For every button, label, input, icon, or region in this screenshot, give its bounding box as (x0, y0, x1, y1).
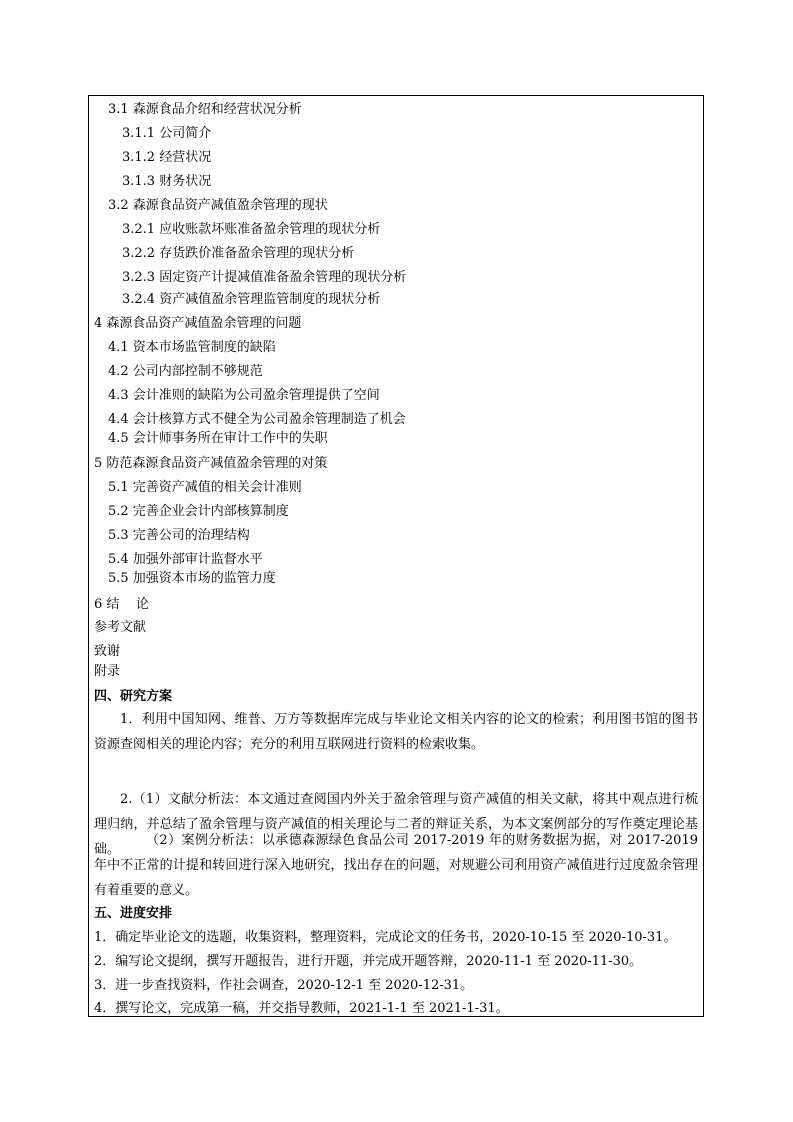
toc-4-1: 4.1 资本市场监管制度的缺陷 (108, 340, 276, 355)
toc-4-3: 4.3 会计准则的缺陷为公司盈余管理提供了空间 (108, 388, 380, 403)
schedule-heading: 五、进度安排 (94, 906, 173, 921)
toc-acknowledgements: 致谢 (94, 644, 121, 659)
toc-3-2-4: 3.2.4 资产减值盈余管理监管制度的现状分析 (122, 292, 381, 307)
research-plan-paragraph-3: （2）案例分析法：以承德森源绿色食品公司 2017-2019 年的财务数据为据，对 2017-2019 年中不正常的计提和转回进行深入地研究，找出存在的问题，对规避公司利用资产减值进行过度盈余管理有着重要的意义。 (94, 833, 698, 898)
toc-6-conclusion: 6 结 论 (94, 597, 149, 612)
schedule-item-4: 4．撰写论文，完成第一稿，并交指导教师，2021-1-1 至 2021-1-31。 (94, 1001, 509, 1016)
toc-3-2-2: 3.2.2 存货跌价准备盈余管理的现状分析 (122, 246, 355, 261)
toc-references: 参考文献 (94, 620, 147, 635)
toc-4-2: 4.2 公司内部控制不够规范 (108, 364, 263, 379)
toc-5-3: 5.3 完善公司的治理结构 (108, 528, 250, 543)
schedule-item-3: 3．进一步查找资料，作社会调查，2020-12-1 至 2020-12-31。 (94, 978, 474, 993)
toc-3-2-3: 3.2.3 固定资产计提减值准备盈余管理的现状分析 (122, 270, 407, 285)
toc-4-5: 4.5 会计师事务所在审计工作中的失职 (108, 431, 328, 446)
toc-3-2: 3.2 森源食品资产减值盈余管理的现状 (108, 198, 328, 213)
research-plan-heading: 四、研究方案 (94, 689, 173, 704)
research-plan-paragraph-1: 1．利用中国知网、维普、万方等数据库完成与毕业论文相关内容的论文的检索；利用图书馆的图书资源查阅相关的理论内容；充分的利用互联网进行资料的检索收集。 (94, 712, 698, 752)
toc-3-2-1: 3.2.1 应收账款坏账准备盈余管理的现状分析 (122, 222, 381, 237)
research-plan-paragraph-2: 2.（1）文献分析法：本文通过查阅国内外关于盈余管理与资产减值的相关文献，将其中观点进行梳理归纳，并总结了盈余管理与资产减值的相关理论与二者的辩证关系，为本文案例部分的写作奠定理论基础。 (94, 792, 698, 857)
schedule-item-2: 2．编写论文提纲，撰写开题报告，进行开题，并完成开题答辩，2020-11-1 至 2020-11-30。 (94, 954, 643, 969)
toc-appendix: 附录 (94, 664, 121, 679)
toc-3-1-2: 3.1.2 经营状况 (122, 150, 212, 165)
toc-5: 5 防范森源食品资产减值盈余管理的对策 (94, 456, 328, 471)
toc-4-4: 4.4 会计核算方式不健全为公司盈余管理制造了机会 (108, 412, 406, 427)
toc-4: 4 森源食品资产减值盈余管理的问题 (94, 316, 302, 331)
toc-5-5: 5.5 加强资本市场的监管力度 (108, 571, 276, 586)
toc-3-1: 3.1 森源食品介绍和经营状况分析 (108, 102, 302, 117)
toc-3-1-3: 3.1.3 财务状况 (122, 174, 212, 189)
schedule-item-1: 1．确定毕业论文的选题，收集资料，整理资料，完成论文的任务书，2020-10-15 至 2020-10-31。 (94, 930, 677, 945)
toc-5-1: 5.1 完善资产减值的相关会计准则 (108, 480, 302, 495)
toc-3-1-1: 3.1.1 公司简介 (122, 126, 212, 141)
toc-5-4: 5.4 加强外部审计监督水平 (108, 552, 263, 567)
toc-5-2: 5.2 完善企业会计内部核算制度 (108, 504, 289, 519)
